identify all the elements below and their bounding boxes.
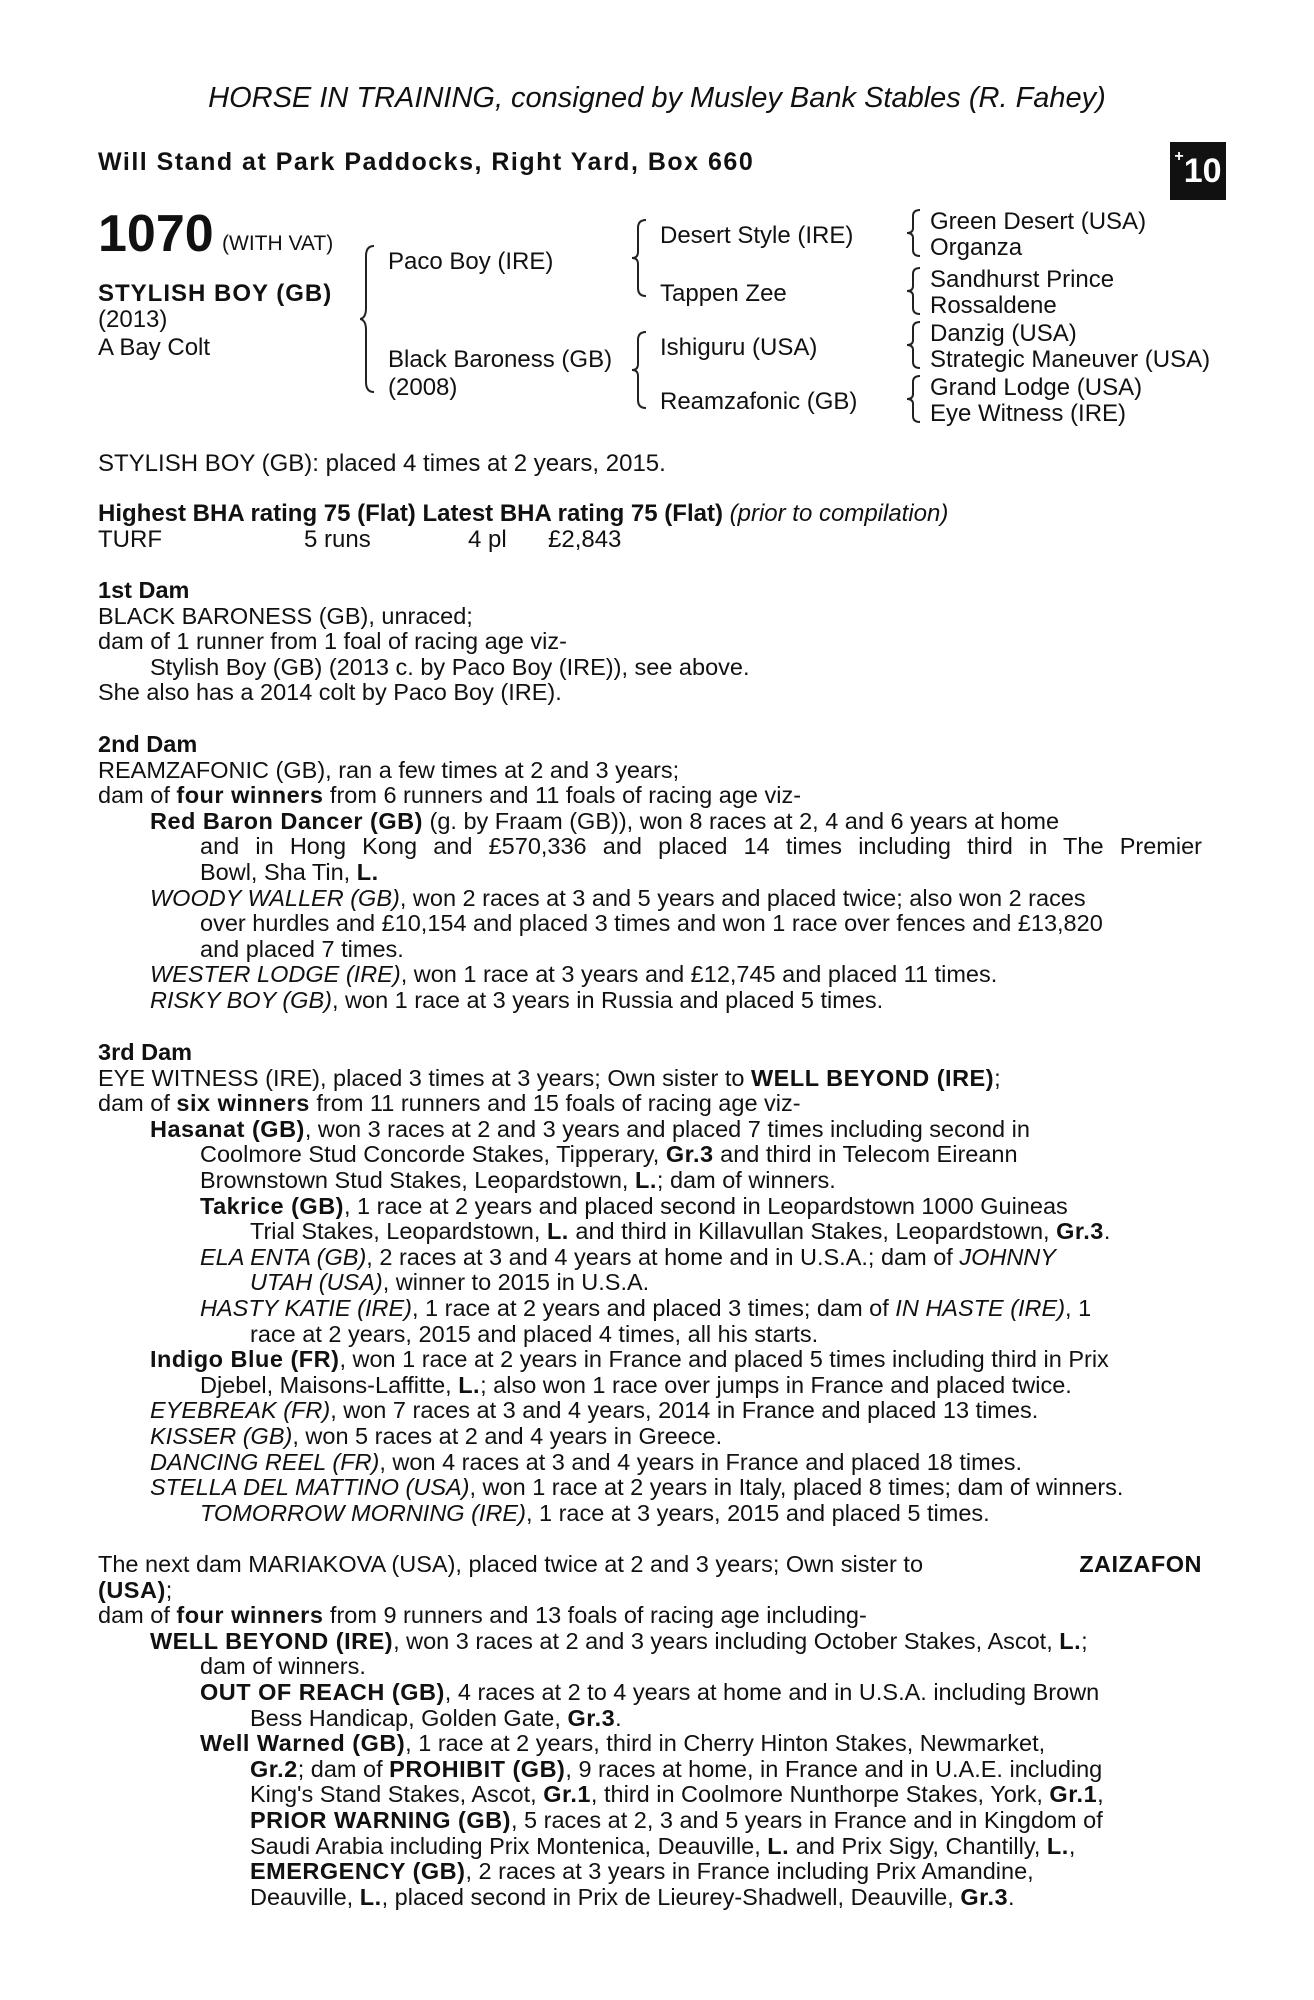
grand-offspring-entry: Well Warned (GB), 1 race at 2 years, third in Cherry Hinton Stakes, Newmarket, <box>200 1730 1046 1757</box>
first-dam-heading: 1st Dam <box>98 577 190 603</box>
grand-offspring-cont: UTAH (USA), winner to 2015 in U.S.A. <box>250 1269 650 1296</box>
offspring-entry-cont: Coolmore Stud Concorde Stakes, Tipperary, Gr.3 and third in Telecom Eireann <box>200 1141 1018 1168</box>
gen3-6: Strategic Maneuver (USA) <box>930 346 1211 373</box>
first-dam-line: dam of 1 runner from 1 foal of racing age viz- <box>98 628 567 655</box>
gen3-brace-3-icon <box>906 320 924 370</box>
consignor-header: HORSE IN TRAINING, consigned by Musley Bank Stables (R. Fahey) <box>208 82 1106 114</box>
sire-name: Paco Boy (IRE) <box>388 248 554 275</box>
next-dam-line: The next dam MARIAKOVA (USA), placed twice at 2 and 3 years; Own sister to ZAIZAFON <box>98 1551 1202 1577</box>
rating-placed: 4 pl <box>468 526 507 553</box>
horse-description: A Bay Colt <box>98 334 211 361</box>
dam-year: (2008) <box>388 374 458 401</box>
offspring-entry: WESTER LODGE (IRE), won 1 race at 3 years and £12,745 and placed 11 times. <box>150 961 998 988</box>
sire-brace-icon <box>632 218 650 298</box>
grand-offspring-cont: Gr.2; dam of PROHIBIT (GB), 9 races at home, in France and in U.A.E. including <box>250 1755 1103 1782</box>
second-dam-line: REAMZAFONIC (GB), ran a few times at 2 and 3 years; <box>98 756 680 783</box>
grand-offspring-entry: HASTY KATIE (IRE), 1 race at 2 years and placed 3 times; dam of IN HASTE (IRE), 1 <box>200 1294 1092 1321</box>
grand-offspring-cont: Trial Stakes, Leopardstown, L. and third in Killavullan Stakes, Leopardstown, Gr.3. <box>250 1218 1111 1245</box>
dam-name: Black Baroness (GB) <box>388 346 613 373</box>
offspring-entry-cont: Brownstown Stud Stakes, Leopardstown, L.; dam of winners. <box>200 1166 836 1193</box>
second-dam-line: dam of four winners from 6 runners and 11 foals of racing age viz- <box>98 782 802 809</box>
grand-offspring-cont: Deauville, L., placed second in Prix de Lieurey-Shadwell, Deauville, Gr.3. <box>250 1883 1015 1910</box>
gen3-2: Organza <box>930 234 1023 261</box>
gen3-4: Rossaldene <box>930 292 1057 319</box>
third-dam-heading: 3rd Dam <box>98 1039 193 1065</box>
gen2-sire-sire: Desert Style (IRE) <box>660 222 854 249</box>
gen3-7: Grand Lodge (USA) <box>930 374 1143 401</box>
offspring-entry-cont: and in Hong Kong and £570,336 and placed 14 times including third in The Premier <box>200 833 1202 860</box>
first-dam-section <box>98 578 1202 706</box>
grand-offspring-entry: TOMORROW MORNING (IRE), 1 race at 3 years, 2015 and placed 5 times. <box>200 1499 990 1526</box>
first-dam-line: BLACK BARONESS (GB), unraced; <box>98 602 473 629</box>
grand-offspring-cont: PRIOR WARNING (GB), 5 races at 2, 3 and 5 years in France and in Kingdom of <box>250 1806 1103 1833</box>
stand-location: Will Stand at Park Paddocks, Right Yard, Box 660 <box>98 148 755 176</box>
grand-offspring-cont: race at 2 years, 2015 and placed 4 times, all his starts. <box>250 1320 819 1347</box>
race-summary: STYLISH BOY (GB): placed 4 times at 2 years, 2015. <box>98 450 666 477</box>
gen3-1: Green Desert (USA) <box>930 208 1147 235</box>
offspring-entry: WOODY WALLER (GB), won 2 races at 3 and 5 years and placed twice; also won 2 races <box>150 884 1086 911</box>
grand-offspring-cont: EMERGENCY (GB), 2 races at 3 years in France including Prix Amandine, <box>250 1858 1034 1885</box>
grand-offspring-cont: Saudi Arabia including Prix Montenica, Deauville, L. and Prix Sigy, Chantilly, L., <box>250 1832 1076 1859</box>
vat-note: (WITH VAT) <box>222 232 334 255</box>
bha-rating: Highest BHA rating 75 (Flat) Latest BHA rating 75 (Flat) (prior to compilation) <box>98 500 949 527</box>
horse-name: STYLISH BOY (GB) <box>98 280 333 307</box>
first-dam-offspring: Stylish Boy (GB) (2013 c. by Paco Boy (IRE)), see above. <box>150 653 750 680</box>
offspring-entry: RISKY BOY (GB), won 1 race at 3 years in Russia and placed 5 times. <box>150 986 884 1013</box>
offspring-entry: Indigo Blue (FR), won 1 race at 2 years in France and placed 5 times including third in Prix <box>150 1346 1109 1373</box>
offspring-entry-cont: over hurdles and £10,154 and placed 3 times and won 1 race over fences and £13,820 <box>200 910 1103 937</box>
grand-offspring-entry: Takrice (GB), 1 race at 2 years and placed second in Leopardstown 1000 Guineas <box>200 1192 1068 1219</box>
lot-number: 1070 <box>98 205 214 263</box>
gen3-8: Eye Witness (IRE) <box>930 400 1127 427</box>
second-dam-section <box>98 732 1202 1014</box>
plus-ten-badge-icon: +10 <box>1170 142 1226 200</box>
first-dam-note: She also has a 2014 colt by Paco Boy (IRE). <box>98 679 562 706</box>
offspring-entry-cont: Djebel, Maisons-Laffitte, L.; also won 1 race over jumps in France and placed twice. <box>200 1371 1072 1398</box>
offspring-entry: DANCING REEL (FR), won 4 races at 3 and 4 years in France and placed 18 times. <box>150 1448 1023 1475</box>
grand-offspring-entry: OUT OF REACH (GB), 4 races at 2 to 4 years at home and in U.S.A. including Brown <box>200 1678 1100 1705</box>
offspring-entry: WELL BEYOND (IRE), won 3 races at 2 and 3 years including October Stakes, Ascot, L.; <box>150 1627 1088 1654</box>
second-dam-heading: 2nd Dam <box>98 731 198 757</box>
next-dam-line: (USA); <box>98 1576 173 1603</box>
gen3-brace-1-icon <box>906 208 924 258</box>
gen3-brace-2-icon <box>906 266 924 316</box>
rating-surface: TURF <box>98 526 162 553</box>
pedigree-brace-icon <box>360 244 380 394</box>
gen2-sire-dam: Tappen Zee <box>660 280 787 307</box>
offspring-entry: Hasanat (GB), won 3 races at 2 and 3 years and placed 7 times including second in <box>150 1115 1030 1142</box>
offspring-entry-cont: and placed 7 times. <box>200 935 404 962</box>
next-dam-section <box>98 1552 1202 1910</box>
gen3-3: Sandhurst Prince <box>930 266 1115 293</box>
grand-offspring-cont: King's Stand Stakes, Ascot, Gr.1, third in Coolmore Nunthorpe Stakes, York, Gr.1, <box>250 1781 1104 1808</box>
third-dam-line: EYE WITNESS (IRE), placed 3 times at 3 years; Own sister to WELL BEYOND (IRE); <box>98 1064 1001 1091</box>
gen2-dam-dam: Reamzafonic (GB) <box>660 388 858 415</box>
dam-brace-icon <box>632 330 650 410</box>
foaling-year: (2013) <box>98 306 168 333</box>
offspring-entry: STELLA DEL MATTINO (USA), won 1 race at 2 years in Italy, placed 8 times; dam of winners. <box>150 1474 1124 1501</box>
offspring-entry: EYEBREAK (FR), won 7 races at 3 and 4 years, 2014 in France and placed 13 times. <box>150 1397 1039 1424</box>
gen2-dam-sire: Ishiguru (USA) <box>660 334 818 361</box>
third-dam-section <box>98 1040 1202 1526</box>
rating-earnings: £2,843 <box>548 526 622 553</box>
offspring-entry: Red Baron Dancer (GB) (g. by Fraam (GB)), won 8 races at 2, 4 and 6 years at home <box>150 807 1060 834</box>
grand-offspring-entry: ELA ENTA (GB), 2 races at 3 and 4 years at home and in U.S.A.; dam of JOHNNY <box>200 1243 1056 1270</box>
offspring-entry-cont: dam of winners. <box>200 1653 366 1680</box>
gen3-5: Danzig (USA) <box>930 320 1077 347</box>
offspring-entry-cont: Bowl, Sha Tin, L. <box>200 858 379 885</box>
third-dam-line: dam of six winners from 11 runners and 15 foals of racing age viz- <box>98 1090 801 1117</box>
next-dam-line: dam of four winners from 9 runners and 13 foals of racing age including- <box>98 1602 867 1629</box>
offspring-entry: KISSER (GB), won 5 races at 2 and 4 years in Greece. <box>150 1422 723 1449</box>
grand-offspring-cont: Bess Handicap, Golden Gate, Gr.3. <box>250 1704 622 1731</box>
rating-runs: 5 runs <box>304 526 371 553</box>
gen3-brace-4-icon <box>906 374 924 424</box>
